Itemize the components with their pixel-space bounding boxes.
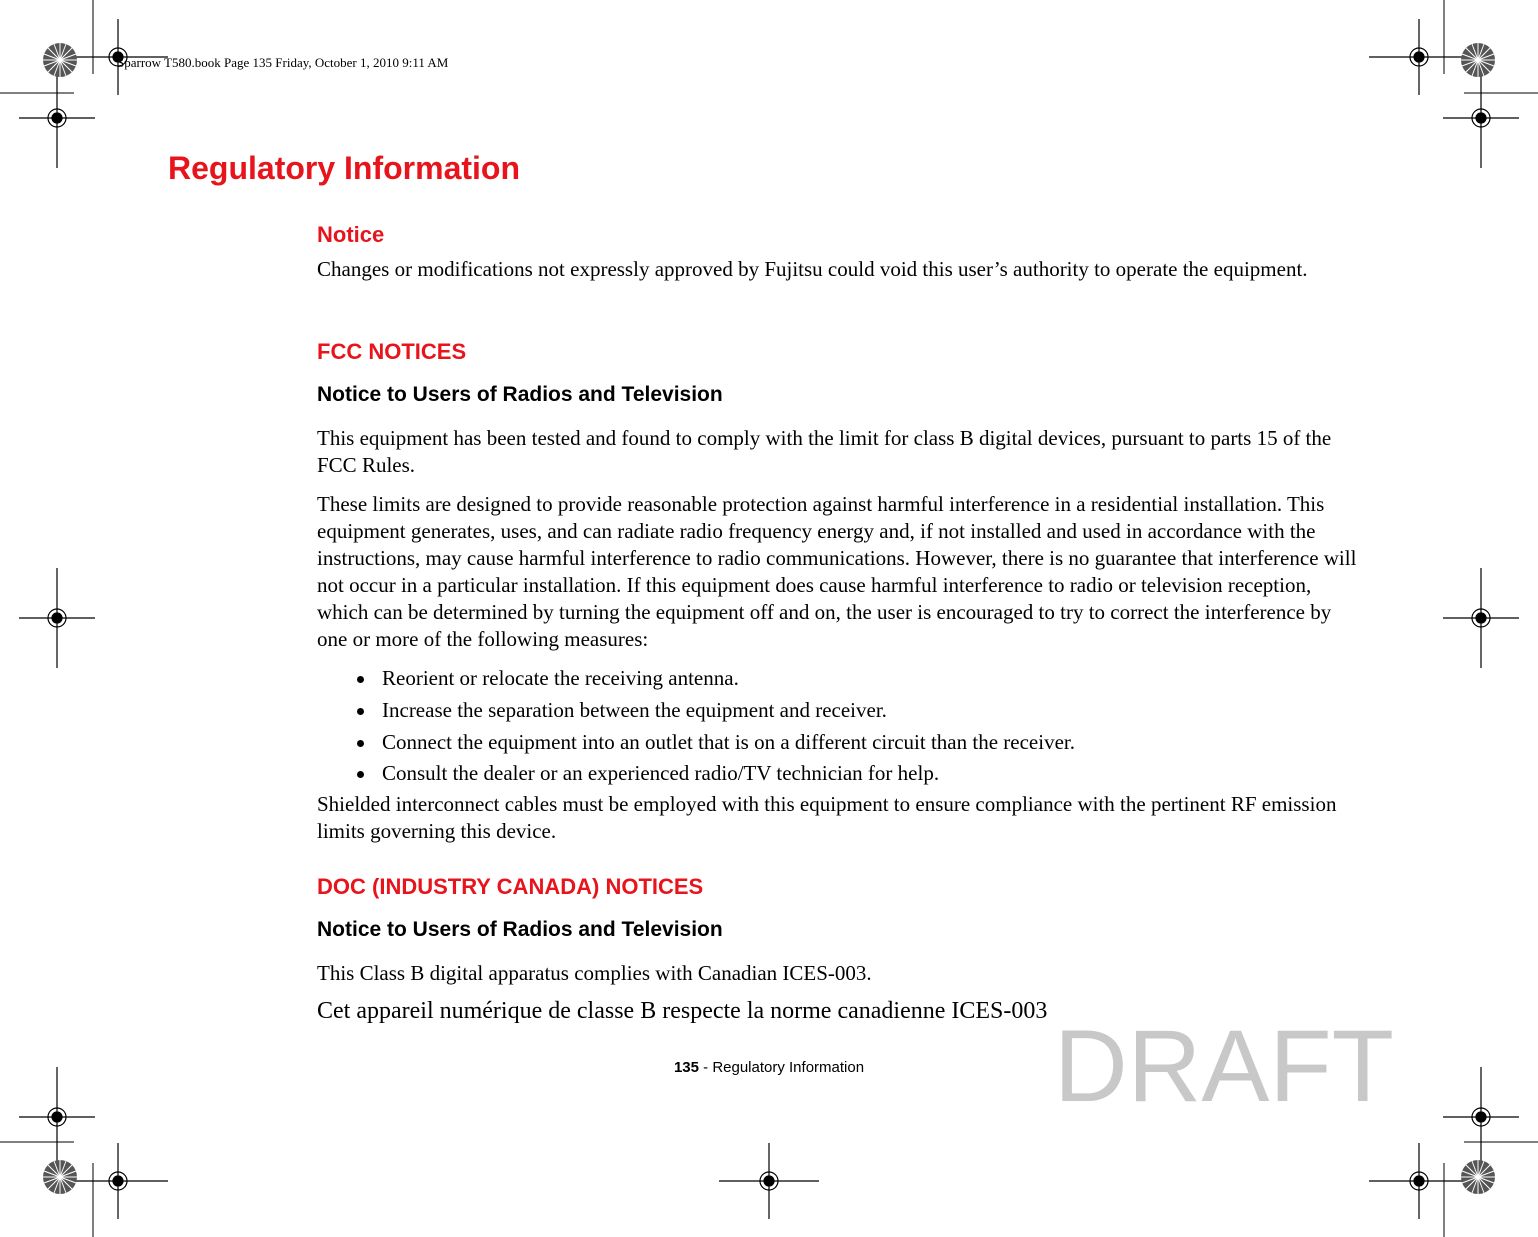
bullet-icon xyxy=(357,771,364,778)
doc-paragraph-en: This Class B digital apparatus complies with Canadian ICES-003. xyxy=(317,961,872,985)
doc-subheading: Notice to Users of Radios and Television xyxy=(317,918,723,941)
draft-watermark: DRAFT xyxy=(1054,1009,1394,1123)
list-item: Consult the dealer or an experienced radio/TV technician for help. xyxy=(357,761,939,786)
notice-heading: Notice xyxy=(317,222,385,247)
bullet-icon xyxy=(357,676,364,683)
fcc-heading: FCC NOTICES xyxy=(317,339,467,364)
footer-section: Regulatory Information xyxy=(712,1059,865,1076)
doc-paragraph-fr: Cet appareil numérique de classe B respecte la norme canadienne ICES-003 xyxy=(317,998,1048,1024)
page-title: Regulatory Information xyxy=(168,150,521,186)
notice-text: Changes or modifications not expressly approved by Fujitsu could void this user’s authority to operate the equipment. xyxy=(317,257,1308,281)
footer-separator: - xyxy=(698,1059,713,1076)
bullet-icon xyxy=(357,740,364,747)
list-item: Connect the equipment into an outlet that is on a different circuit than the receiver. xyxy=(357,730,1075,755)
fcc-paragraph-3: Shielded interconnect cables must be employed with this equipment to ensure compliance with the pertinent RF emission limits governing this device. xyxy=(317,792,1337,843)
doc-heading: DOC (INDUSTRY CANADA) NOTICES xyxy=(317,874,704,899)
fcc-subheading: Notice to Users of Radios and Television xyxy=(317,383,723,406)
page-number: 135 xyxy=(673,1059,699,1076)
list-item: Reorient or relocate the receiving antenna. xyxy=(357,666,739,691)
fcc-paragraph-2: These limits are designed to provide reasonable protection against harmful interference in a residential installation. This equipment generates, uses, and can radiate radio frequency energy and, if not installed and used in accordance with the instructions, may cause harmful interference to radio communications. However, there is no guarantee that interference will not occur in a particular installation. If this equipment does cause harmful interference to radio or television reception, which can be determined by turning the equipment off and on, the user is encouraged to try to correct the interference by one or more of the following measures: xyxy=(317,492,1357,651)
fcc-paragraph-1: This equipment has been tested and found to comply with the limit for class B digital devices, pursuant to parts 15 of the FCC Rules. xyxy=(317,426,1332,477)
list-item: Increase the separation between the equipment and receiver. xyxy=(357,698,887,723)
print-slug: Sparrow T580.book Page 135 Friday, October 1, 2010 9:11 AM xyxy=(117,55,449,70)
bullet-icon xyxy=(357,708,364,715)
